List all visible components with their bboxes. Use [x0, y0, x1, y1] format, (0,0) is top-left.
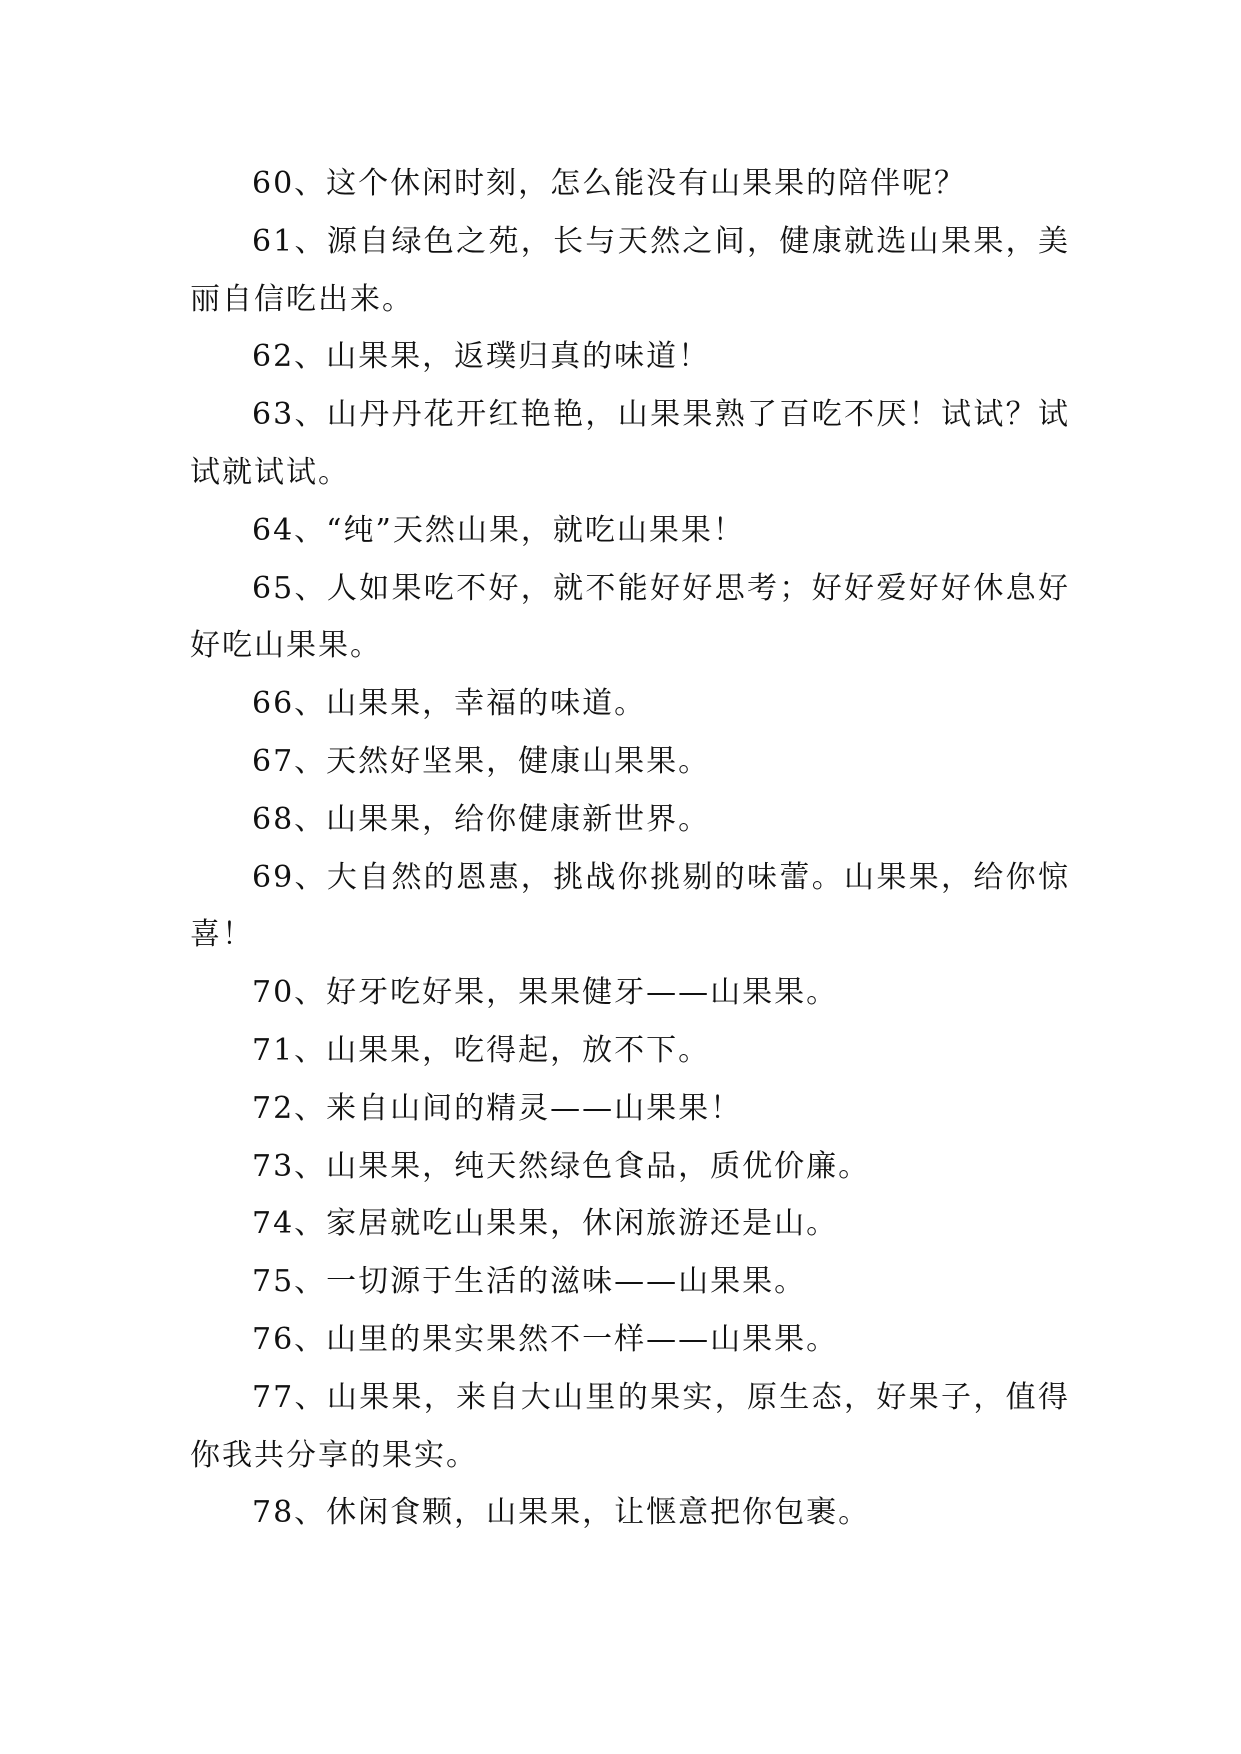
slogan-paragraph-78: 78、休闲食颗，山果果，让惬意把你包裹。	[252, 1495, 871, 1531]
slogan-paragraph-65: 65、人如果吃不好，就不能好好思考；好好爱好好休息好好吃山果果。	[190, 570, 1070, 664]
slogan-paragraph-69: 69、大自然的恩惠，挑战你挑剔的味蕾。山果果，给你惊喜！	[190, 859, 1070, 953]
slogan-paragraph-67: 67、天然好坚果，健康山果果。	[252, 743, 711, 779]
slogan-paragraph-76: 76、山里的果实果然不一样——山果果。	[252, 1321, 839, 1357]
slogan-paragraph-74: 74、家居就吃山果果，休闲旅游还是山。	[252, 1206, 839, 1242]
slogan-paragraph-75: 75、一切源于生活的滋味——山果果。	[252, 1264, 807, 1300]
slogan-paragraph-64: 64、“纯”天然山果，就吃山果果！	[252, 512, 745, 548]
slogan-paragraph-72: 72、来自山间的精灵——山果果！	[252, 1090, 743, 1126]
document-body	[190, 155, 1070, 1542]
slogan-paragraph-68: 68、山果果，给你健康新世界。	[252, 801, 711, 837]
slogan-paragraph-66: 66、山果果，幸福的味道。	[252, 686, 647, 722]
slogan-paragraph-60: 60、这个休闲时刻，怎么能没有山果果的陪伴呢？	[252, 166, 967, 201]
slogan-paragraph-77: 77、山果果，来自大山里的果实，原生态，好果子，值得你我共分享的果实。	[190, 1379, 1070, 1473]
slogan-paragraph-63: 63、山丹丹花开红艳艳，山果果熟了百吃不厌！试试？试试就试试。	[190, 397, 1070, 490]
slogan-paragraph-62: 62、山果果，返璞归真的味道！	[252, 339, 711, 375]
slogan-paragraph-61: 61、源自绿色之苑，长与天然之间，健康就选山果果，美丽自信吃出来。	[190, 223, 1070, 317]
slogan-paragraph-70: 70、好牙吃好果，果果健牙——山果果。	[252, 975, 839, 1011]
slogan-paragraph-73: 73、山果果，纯天然绿色食品，质优价廉。	[252, 1148, 871, 1184]
slogan-paragraph-71: 71、山果果，吃得起，放不下。	[252, 1032, 711, 1068]
